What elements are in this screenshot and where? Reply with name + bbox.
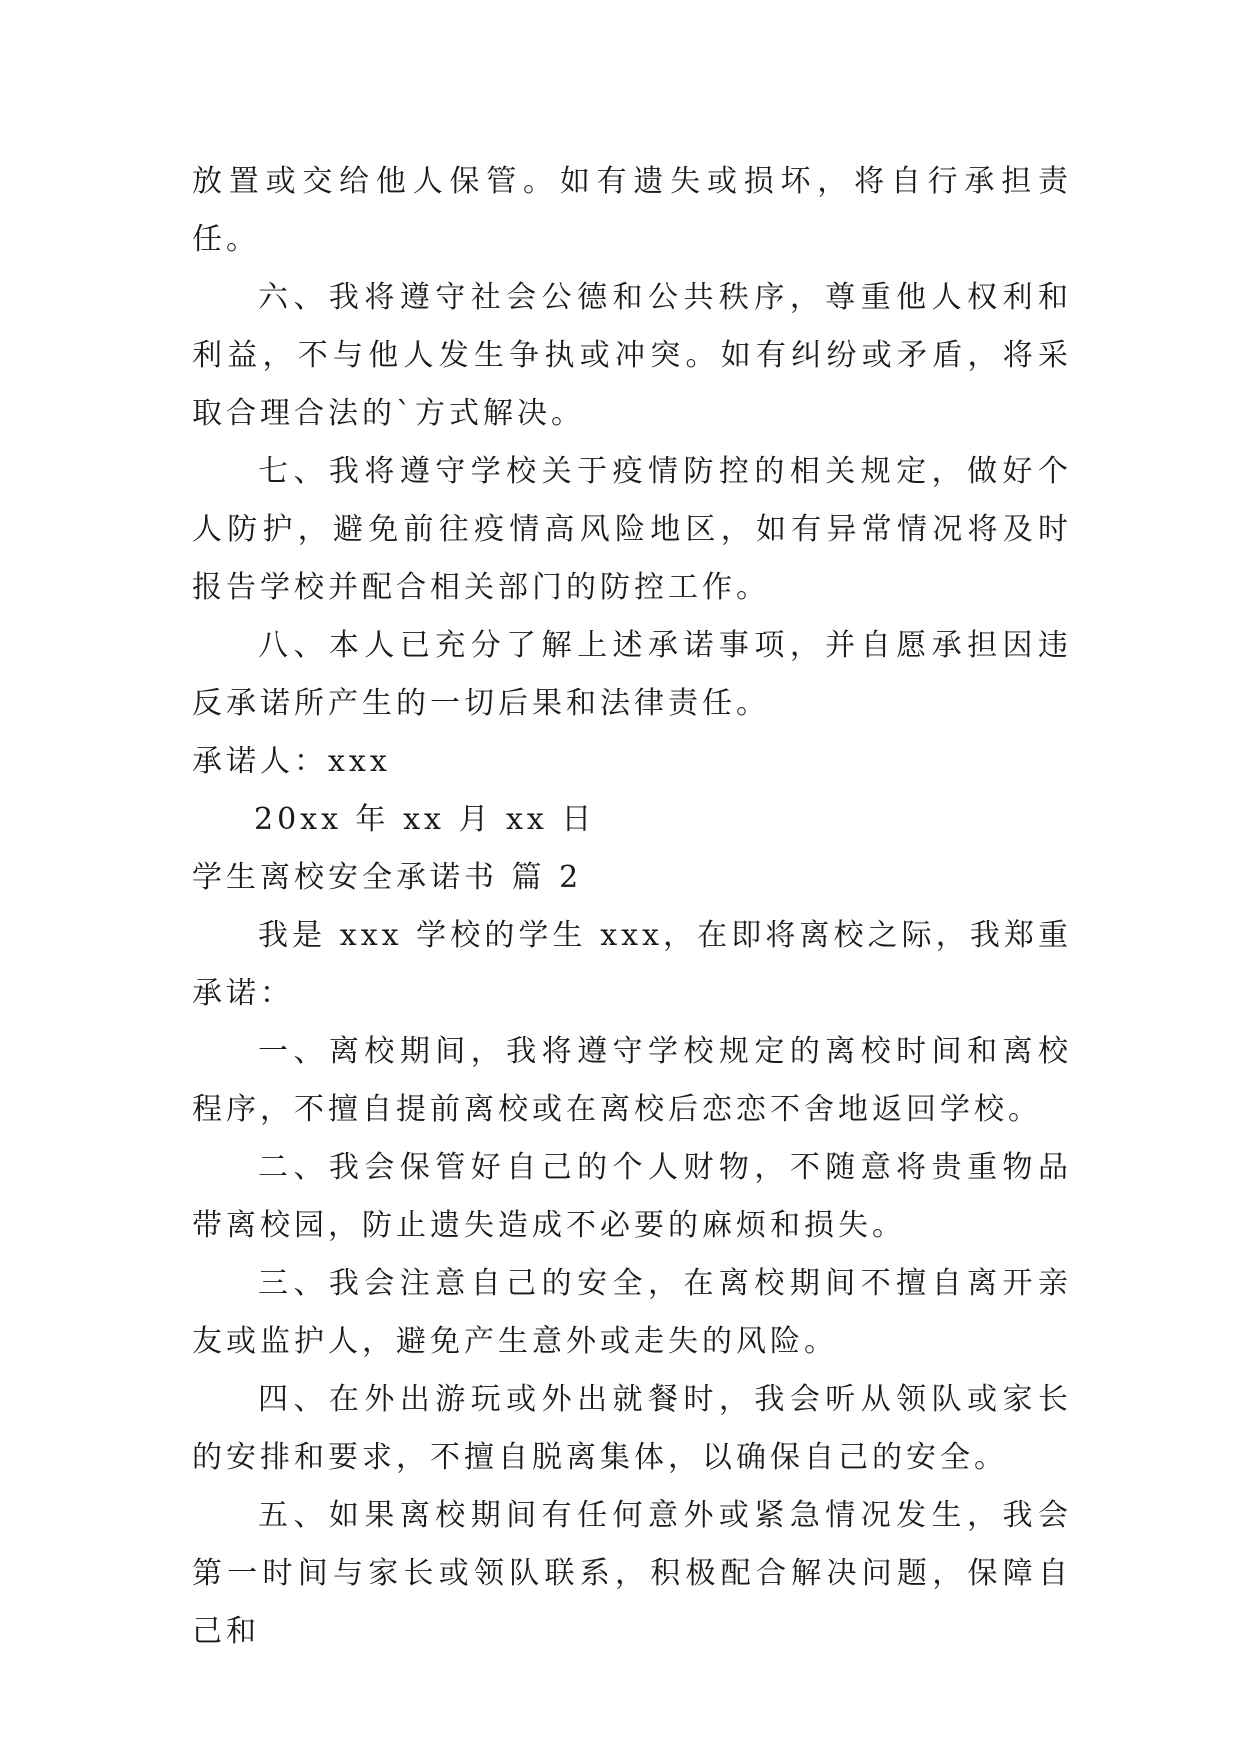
section-intro: 我是 xxx 学校的学生 xxx，在即将离校之际，我郑重承诺： xyxy=(192,918,1072,1011)
signer-line: 承诺人：xxx xyxy=(192,744,391,779)
item-two: 二、我会保管好自己的个人财物，不随意将贵重物品带离校园，防止遗失造成不必要的麻烦和损失。 xyxy=(192,1150,1072,1243)
date-line: 20xx 年 xx 月 xx 日 xyxy=(254,802,596,837)
document-body xyxy=(192,153,1072,1661)
item-seven: 七、我将遵守学校关于疫情防控的相关规定，做好个人防护，避免前往疫情高风险地区，如有异常情况将及时报告学校并配合相关部门的防控工作。 xyxy=(192,454,1072,605)
item-one: 一、离校期间，我将遵守学校规定的离校时间和离校程序，不擅自提前离校或在离校后恋恋不舍地返回学校。 xyxy=(192,1034,1072,1127)
item-eight: 八、本人已充分了解上述承诺事项，并自愿承担因违反承诺所产生的一切后果和法律责任。 xyxy=(192,628,1072,721)
continuation-paragraph: 放置或交给他人保管。如有遗失或损坏，将自行承担责任。 xyxy=(192,164,1072,257)
item-four: 四、在外出游玩或外出就餐时，我会听从领队或家长的安排和要求，不擅自脱离集体，以确保自己的安全。 xyxy=(192,1382,1072,1475)
item-five: 五、如果离校期间有任何意外或紧急情况发生，我会第一时间与家长或领队联系，积极配合解决问题，保障自己和 xyxy=(192,1498,1072,1649)
item-six: 六、我将遵守社会公德和公共秩序，尊重他人权利和利益，不与他人发生争执或冲突。如有纠纷或矛盾，将采取合理合法的`方式解决。 xyxy=(192,280,1072,431)
section-title: 学生离校安全承诺书 篇 2 xyxy=(192,860,583,895)
item-three: 三、我会注意自己的安全，在离校期间不擅自离开亲友或监护人，避免产生意外或走失的风险。 xyxy=(192,1266,1072,1359)
